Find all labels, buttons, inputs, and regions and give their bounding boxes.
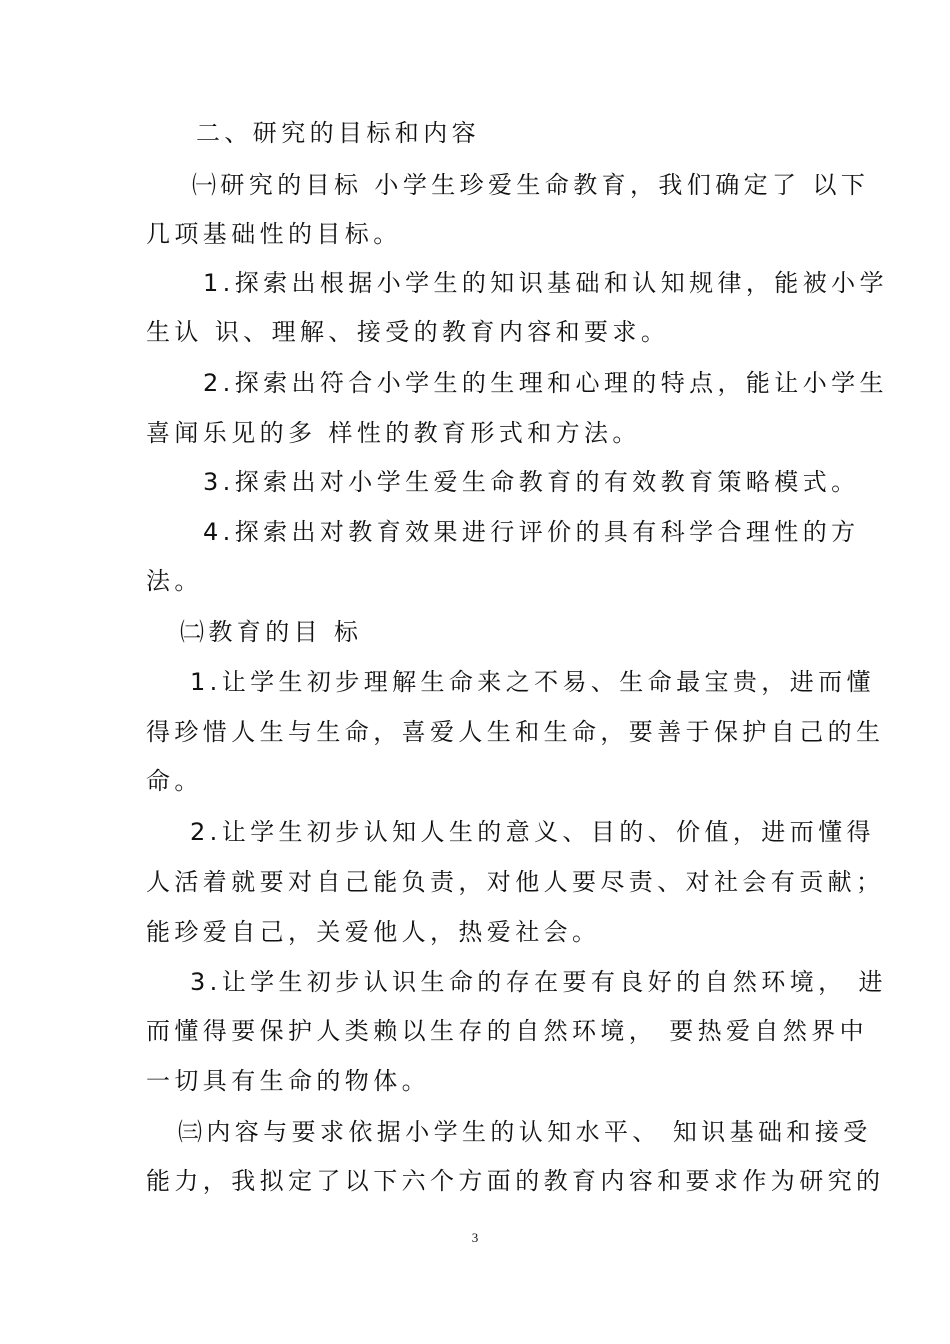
paragraph-line: 生认 识、理解、接受的教育内容和要求。	[146, 318, 670, 346]
paragraph-line: 2.探索出符合小学生的生理和心理的特点，能让小学生	[203, 369, 888, 397]
section-heading: 二、研究的目标和内容	[196, 119, 480, 147]
paragraph-line: 而懂得要保护人类赖以生存的自然环境， 要热爱自然界中	[146, 1017, 869, 1045]
paragraph-line: 4.探索出对教育效果进行评价的具有科学合理性的方	[203, 518, 860, 546]
paragraph-line: 2.让学生初步认知人生的意义、目的、价值，进而懂得	[190, 818, 875, 846]
paragraph-line: 能力，我拟定了以下六个方面的教育内容和要求作为研究的	[146, 1167, 885, 1195]
page-number: 3	[471, 1230, 479, 1245]
paragraph-line: 一切具有生命的物体。	[146, 1067, 430, 1095]
paragraph-line: 法。	[146, 567, 203, 595]
paragraph-line: ㈢内容与要求依据小学生的认知水平、 知识基础和接受	[178, 1118, 872, 1146]
paragraph-line: ㈠研究的目标 小学生珍爱生命教育，我们确定了 以下	[192, 171, 870, 199]
paragraph-line: 3.探索出对小学生爱生命教育的有效教育策略模式。	[203, 468, 860, 496]
paragraph-line: 命。	[146, 767, 203, 795]
paragraph-line: 3.让学生初步认识生命的存在要有良好的自然环境， 进	[190, 968, 887, 996]
paragraph-line: 能珍爱自己，关爱他人，热爱社会。	[146, 918, 601, 946]
paragraph-line: 喜闻乐见的多 样性的教育形式和方法。	[146, 419, 641, 447]
subsection-heading: ㈡教育的目 标	[180, 618, 363, 646]
paragraph-line: 人活着就要对自己能负责，对他人要尽责、对社会有贡献；	[146, 868, 885, 896]
paragraph-line: 几项基础性的目标。	[146, 220, 402, 248]
paragraph-line: 1.探索出根据小学生的知识基础和认知规律，能被小学	[203, 269, 888, 297]
paragraph-line: 得珍惜人生与生命，喜爱人生和生命，要善于保护自己的生	[146, 718, 885, 746]
paragraph-line: 1.让学生初步理解生命来之不易、生命最宝贵，进而懂	[190, 668, 875, 696]
